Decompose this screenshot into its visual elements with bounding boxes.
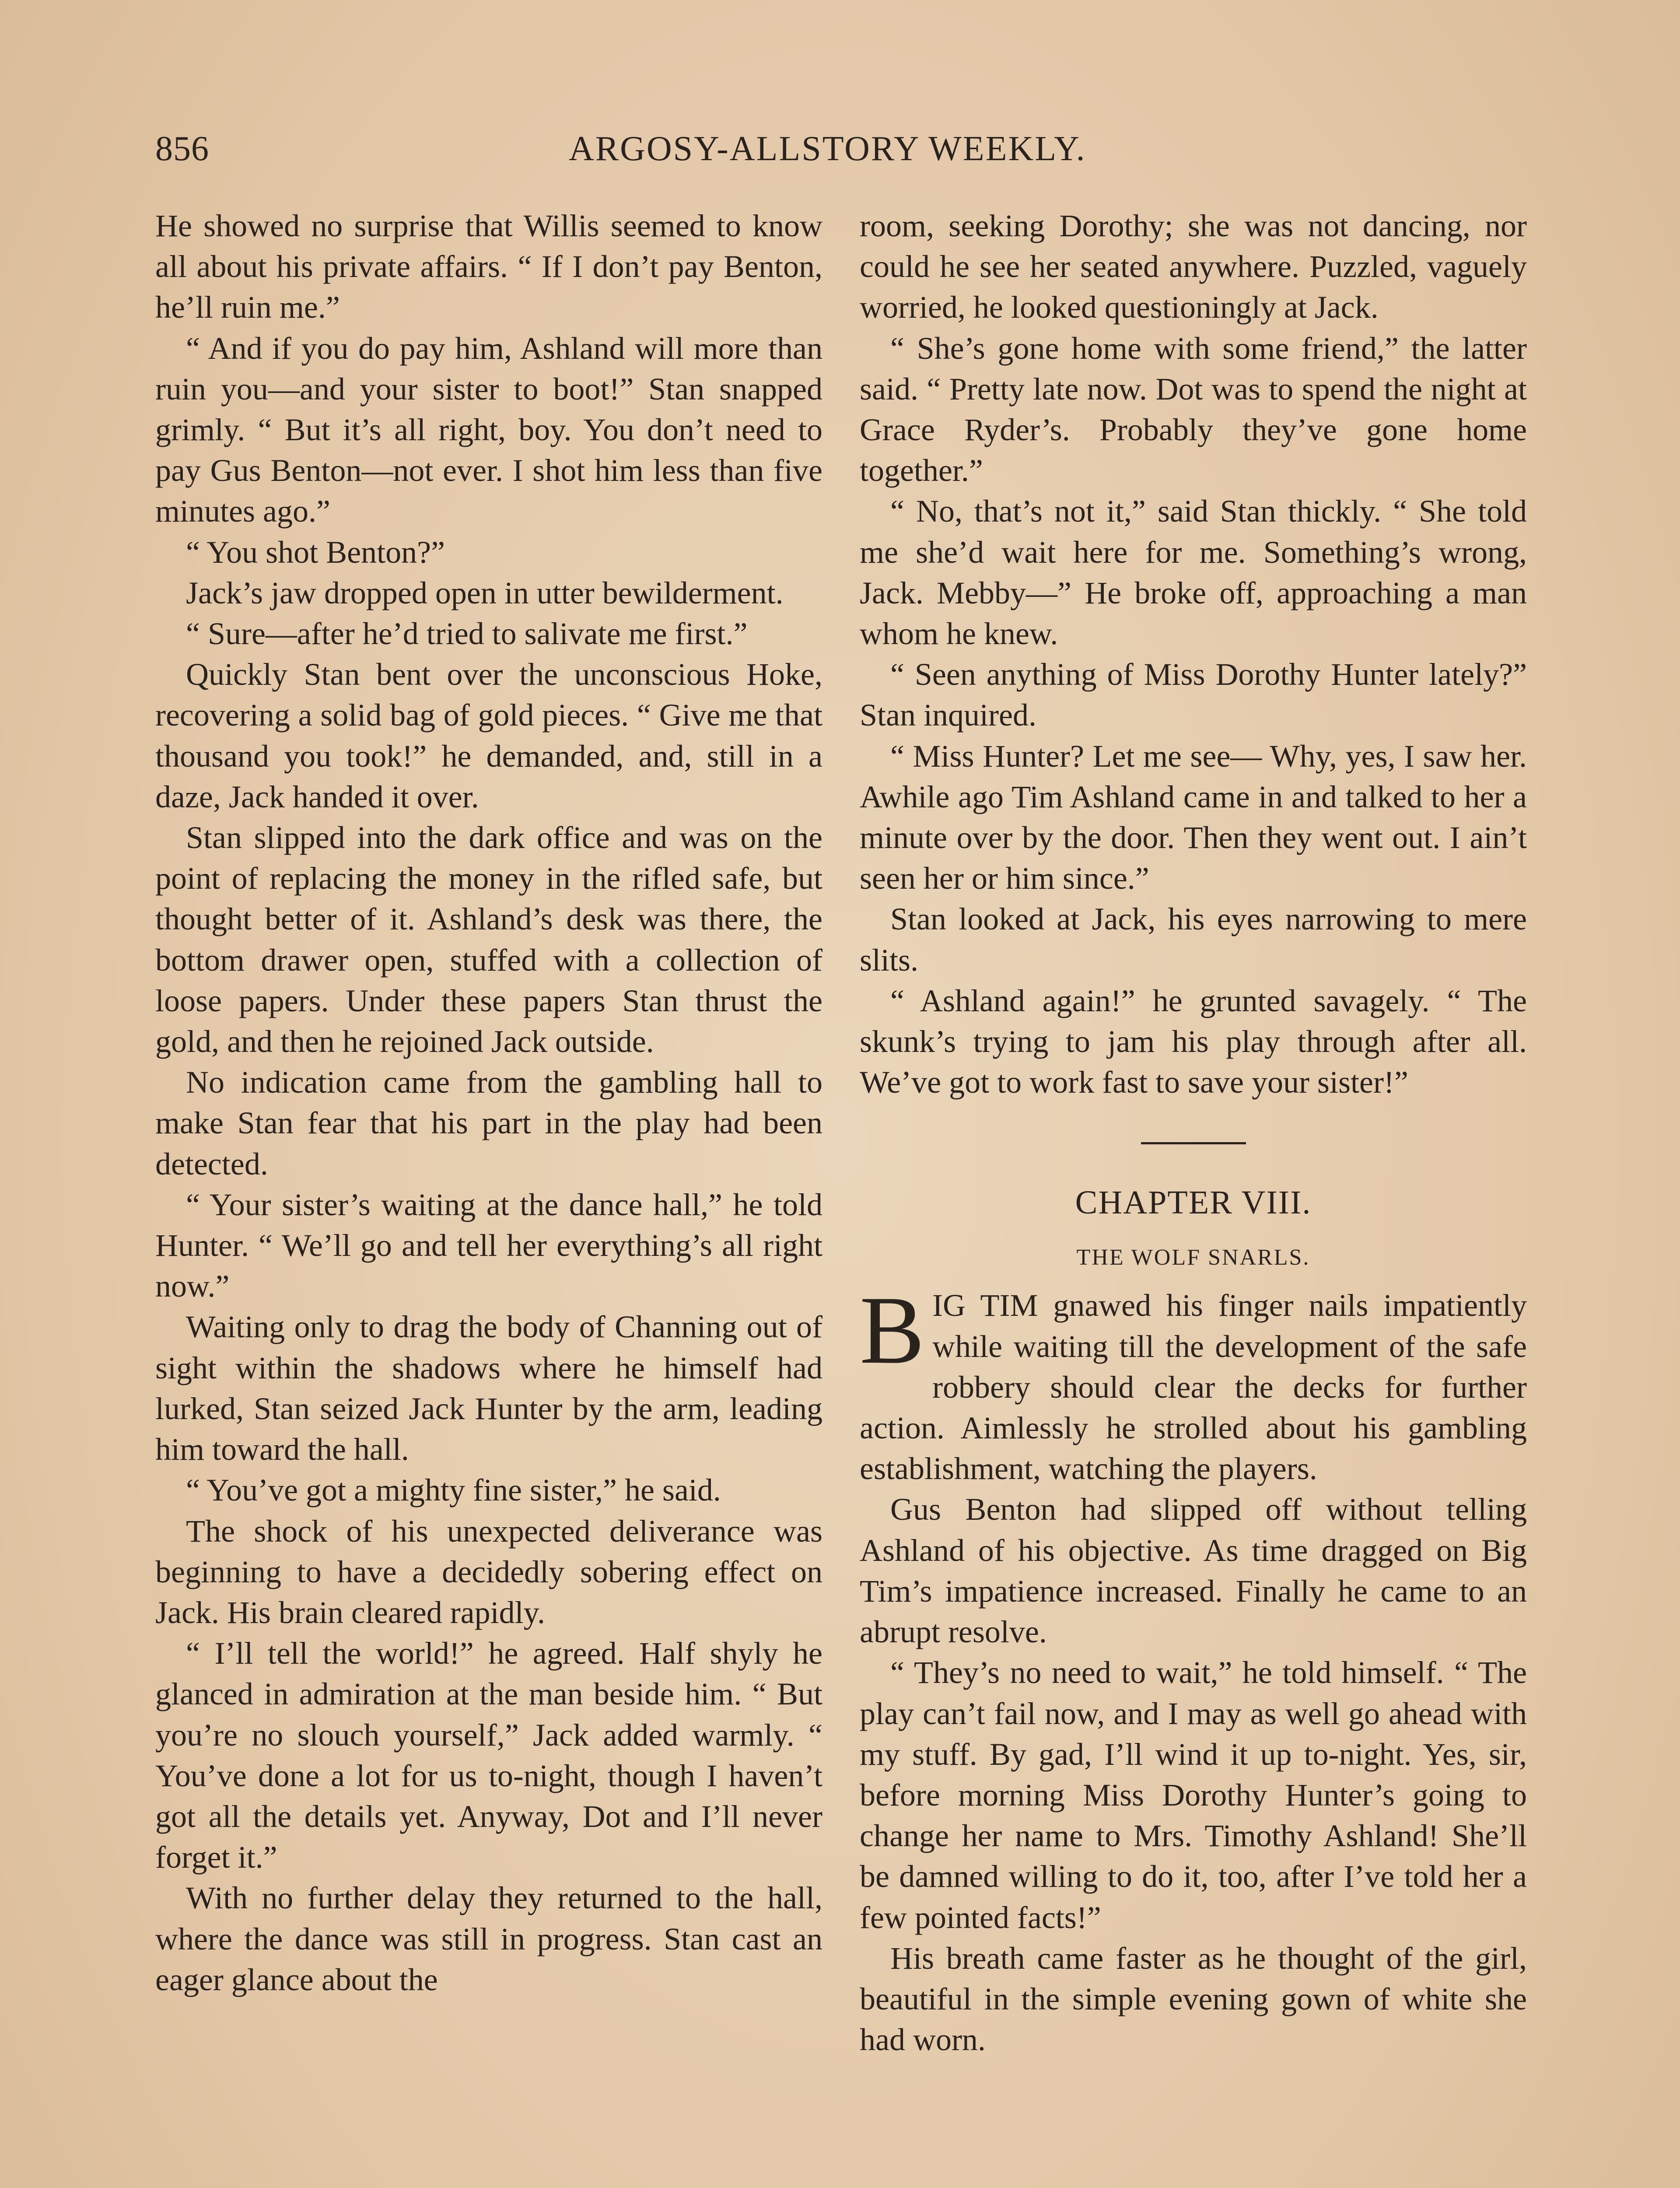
paragraph: “ Miss Hunter? Let me see— Why, yes, I saw her. Awhile ago Tim Ashland came in and talked to her a minute over by the door. Then they went out. I ain’t seen her or him since.” bbox=[860, 738, 1527, 896]
paragraph: “ I’ll tell the world!” he agreed. Half shyly he glanced in admiration at the man beside him. “ But you’re no slouch yourself,” Jack added warmly. “ You’ve done a lot for us to-night, though I haven’t got all the details yet. Anyway, Dot and I’ll never forget it.” bbox=[155, 1636, 822, 1875]
paragraph: No indication came from the gambling hall to make Stan fear that his part in the play had been detected. bbox=[155, 1065, 822, 1182]
paragraph: “ Sure—after he’d tried to salivate me first.” bbox=[186, 616, 748, 652]
paragraph: Quickly Stan bent over the unconscious Hoke, recovering a solid bag of gold pieces. “ Give me that thousand you took!” he demanded, and, still in a daze, Jack handed it over. bbox=[155, 657, 822, 814]
paragraph: “ You shot Benton?” bbox=[186, 534, 445, 570]
right-column bbox=[860, 206, 1527, 2060]
paragraph: With no further delay they returned to the hall, where the dance was still in progress. Stan cast an eager glance about the bbox=[155, 1880, 822, 1997]
paragraph: Stan looked at Jack, his eyes narrowing to mere slits. bbox=[860, 901, 1527, 978]
chapter-heading: CHAPTER VIII. bbox=[1075, 1184, 1312, 1221]
paragraph: He showed no surprise that Willis seemed to know all about his private affairs. “ If I don’t pay Benton, he’ll ruin me.” bbox=[155, 208, 822, 325]
chapter-opening-text: IG TIM gnawed his finger nails impatiently while waiting till the development of the safe robbery should clear the decks for further action. Aimlessly he strolled about his gambling establishment, watching the players. bbox=[860, 1288, 1527, 1487]
paragraph: “ Seen anything of Miss Dorothy Hunter lately?” Stan inquired. bbox=[860, 657, 1527, 733]
paragraph: “ They’s no need to wait,” he told himself. “ The play can’t fail now, and I may as well go ahead with my stuff. By gad, I’ll wind it up to-night. Yes, sir, before morning Miss Dorothy Hunter’s going to change her name to Mrs. Timothy Ashland! She’ll be damned willing to do it, too, after I’ve told her a few pointed facts!” bbox=[860, 1655, 1527, 1935]
paragraph: Jack’s jaw dropped open in utter bewilderment. bbox=[186, 575, 784, 610]
running-head: ARGOSY-ALLSTORY WEEKLY. bbox=[569, 130, 1086, 168]
left-column bbox=[155, 206, 822, 2000]
paragraph: His breath came faster as he thought of the girl, beautiful in the simple evening gown of white she had worn. bbox=[860, 1940, 1527, 2058]
paragraph: “ And if you do pay him, Ashland will more than ruin you—and your sister to boot!” Stan snapped grimly. “ But it’s all right, boy. You don’t need to pay Gus Benton—not ever. I shot him less than five minutes ago.” bbox=[155, 330, 822, 529]
drop-cap: B bbox=[860, 1276, 925, 1385]
paragraph: Stan slipped into the dark office and was on the point of replacing the money in the rifled safe, but thought better of it. Ashland’s desk was there, the bottom drawer open, stuffed with a collection of loose papers. Under these papers Stan thrust the gold, and then he rejoined Jack outside. bbox=[155, 820, 822, 1059]
paragraph: room, seeking Dorothy; she was not dancing, nor could he see her seated anywhere. Puzzled, vaguely worried, he looked questioningly at Jack. bbox=[860, 208, 1527, 325]
paragraph: “ You’ve got a mighty fine sister,” he said. bbox=[186, 1473, 721, 1508]
paragraph: Gus Benton had slipped off without telling Ashland of his objective. As time dragged on Big Tim’s impatience increased. Finally he came to an abrupt resolve. bbox=[860, 1492, 1527, 1650]
chapter-subtitle: THE WOLF SNARLS. bbox=[1076, 1245, 1310, 1270]
paragraph: “ She’s gone home with some friend,” the latter said. “ Pretty late now. Dot was to spend the night at Grace Ryder’s. Probably they’ve gone home together.” bbox=[860, 330, 1527, 488]
paragraph: “ Your sister’s waiting at the dance hall,” he told Hunter. “ We’ll go and tell her everything’s all right now.” bbox=[155, 1187, 822, 1304]
paragraph: The shock of his unexpected deliverance was beginning to have a decidedly sobering effect on Jack. His brain cleared rapidly. bbox=[155, 1513, 822, 1630]
paragraph: “ No, that’s not it,” said Stan thickly. “ She told me she’d wait here for me. Something’s wrong, Jack. Mebby—” He broke off, approaching a man whom he knew. bbox=[860, 494, 1527, 652]
chapter-opening-paragraph bbox=[860, 1276, 1527, 1489]
paragraph: Waiting only to drag the body of Channing out of sight within the shadows where he himself had lurked, Stan seized Jack Hunter by the arm, leading him toward the hall. bbox=[155, 1309, 822, 1467]
page-number: 856 bbox=[155, 130, 209, 168]
paragraph: “ Ashland again!” he grunted savagely. “ The skunk’s trying to jam his play through after all. We’ve got to work fast to save your sister!” bbox=[860, 983, 1527, 1100]
section-divider bbox=[1141, 1142, 1246, 1144]
